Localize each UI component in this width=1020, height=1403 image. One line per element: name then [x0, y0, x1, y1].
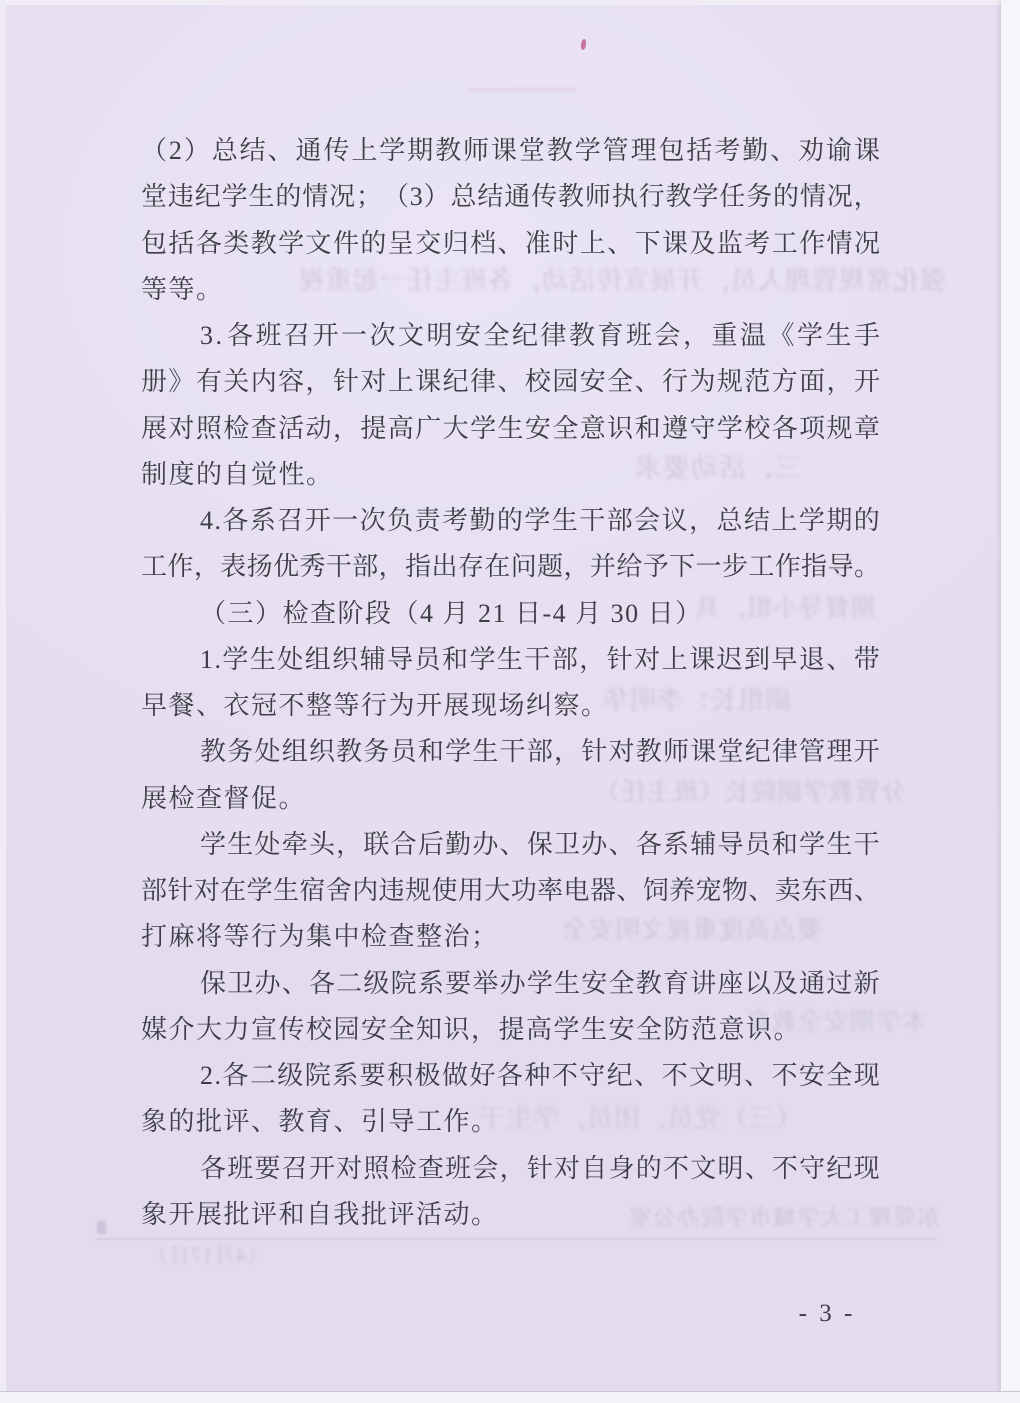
text-line: 展 对 照 检 查 活 动 ， 提 高 广 大 学 生 安 全 意 识 和 遵 守 学 校 各 项 规 章: [141, 413, 880, 443]
document-body: [141, 128, 880, 1238]
text-line: 制度的自觉性。: [141, 459, 334, 489]
text-line: 堂 违 纪 学 生 的 情 况 ； （ 3 ） 总 结 通 传 教 师 执 行 教 学 任 务 的 情 况 ，: [141, 182, 880, 212]
bleedthrough-text: （4月17日）: [146, 1243, 269, 1267]
scan-edge-right: [1001, 0, 1020, 1403]
bleedthrough-text: （三）党员、团员，学生干: [478, 1104, 803, 1133]
text-line: 象的批评、教育、引导工作。: [141, 1107, 499, 1137]
text-line: 学 生 处 牵 头 ， 联 合 后 勤 办 、 保 卫 办 、 各 系 辅 导 员 和 学 生 干: [200, 829, 880, 859]
pink-ink-smear: [467, 88, 577, 91]
scan-edge-left: [0, 0, 6, 1403]
scan-crease-line: [96, 1238, 936, 1240]
text-line: 展检查督促。: [141, 783, 307, 813]
text-line: 1 . 学 生 处 组 织 辅 导 员 和 学 生 干 部 ， 针 对 上 课 迟 到 早 退 、 带: [200, 644, 880, 674]
scan-edge-top: [0, 0, 1020, 5]
text-line: 教 务 处 组 织 教 务 员 和 学 生 干 部 ， 针 对 教 师 课 堂 纪 律 管 理 开: [200, 737, 880, 767]
text-line: 打麻将等行为集中检查整治；: [141, 922, 499, 952]
scan-smudge: [97, 1221, 106, 1234]
text-line: 4 . 各 系 召 开 一 次 负 责 考 勤 的 学 生 干 部 会 议 ， 总 结 上 学 期 的: [200, 506, 880, 535]
bleedthrough-text: 东莞理工大学城市学院办公室: [628, 1205, 940, 1230]
text-line: 等等。: [141, 274, 224, 304]
text-line: 保 卫 办 、 各 二 级 院 系 要 举 办 学 生 安 全 教 育 讲 座 以 及 通 过 新: [200, 968, 880, 998]
text-line: 3 . 各 班 召 开 一 次 文 明 安 全 纪 律 教 育 班 会 ， 重 温 《 学 生 手: [200, 321, 880, 350]
text-line: 册 》 有 关 内 容 ， 针 对 上 课 纪 律 、 校 园 安 全 、 行 为 规 范 方 面 ， 开: [141, 367, 880, 397]
text-line: 2 . 各 二 级 院 系 要 积 极 做 好 各 种 不 守 纪 、 不 文 明 、 不 安 全 现: [200, 1061, 880, 1090]
text-line: （三）检查阶段（4 月 21 日-4 月 30 日）: [200, 598, 703, 628]
text-line: 媒介大力宣传校园安全知识，提高学生安全防范意识。: [141, 1014, 802, 1044]
text-line: 早餐、衣冠不整等行为开展现场纠察。: [141, 691, 609, 720]
bleedthrough-text: 分管教学副院长（班主任）: [594, 779, 907, 806]
bleedthrough-text: 要点高度重视文明安全: [562, 917, 823, 944]
text-line: （ 2 ） 总 结 、 通 传 上 学 期 教 师 课 堂 教 学 管 理 包 括 考 勤 、 劝 谕 课: [141, 136, 880, 165]
text-line: 部 针 对 在 学 生 宿 舍 内 违 规 使 用 大 功 率 电 器 、 饲 养 宠 物 、 卖 东 西 、: [141, 876, 880, 905]
bleedthrough-text: 三、活动要求: [634, 453, 802, 483]
text-line: 象开展批评和自我批评活动。: [141, 1199, 499, 1229]
bleedthrough-text: 期督导小组，具: [694, 595, 877, 622]
bleedthrough-text: 强化常规管理人员，开展宣传活动，各班主任一起重视: [298, 266, 947, 295]
bleedthrough-text: 本学期安全教育: [745, 1009, 928, 1036]
pink-ink-mark: [580, 39, 586, 51]
scan-edge-bottom: [0, 1391, 1020, 1403]
text-line: 工 作 ， 表 扬 优 秀 干 部 ， 指 出 存 在 问 题 ， 并 给 予 下 一 步 工 作 指 导 。: [141, 552, 880, 582]
text-line: 包 括 各 类 教 学 文 件 的 呈 交 归 档 、 准 时 上 、 下 课 及 监 考 工 作 情 况: [141, 228, 880, 258]
bleedthrough-text: 副组长：李明华: [602, 686, 792, 715]
text-line: 各 班 要 召 开 对 照 检 查 班 会 ， 针 对 自 身 的 不 文 明 、 不 守 纪 现: [200, 1153, 880, 1183]
page-number: - 3 -: [798, 1300, 856, 1327]
